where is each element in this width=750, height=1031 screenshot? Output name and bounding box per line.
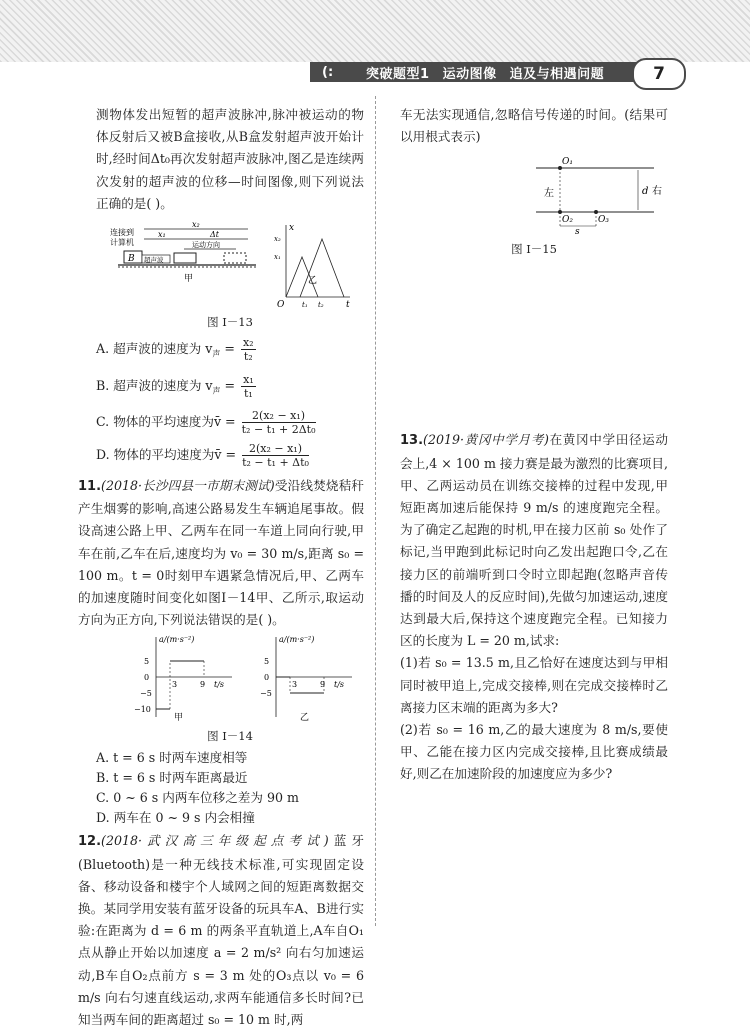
fig13-dt-label: Δt — [210, 230, 219, 240]
q11-option-c: C. 0 ~ 6 s 内两车位移之差为 90 m — [96, 790, 299, 806]
q10-intro-text: 测物体发出短暂的超声波脉冲,脉冲被运动的物体反射后又被B盒接收,从B盒发射超声波开始计时,经时间Δt₀再次发射超声波脉冲,图乙是连续两次发射的超声波的位移—时间图像,则下列说法正确的是( )。 — [96, 107, 364, 211]
fig14-jia-tick-5: 5 — [144, 657, 150, 667]
fig15-right-label: 右 — [652, 186, 662, 198]
fig13-x2-label: x₂ — [192, 221, 200, 230]
fig13-sound-label: 超声波 — [144, 256, 164, 265]
fig15-o3-label: O₃ — [598, 215, 609, 226]
fig13-axis-x-label: x — [289, 223, 295, 234]
left-column — [78, 104, 365, 1031]
q13-source: (2019·黄冈中学月考) — [423, 432, 549, 448]
fig15-s-label: s — [575, 227, 580, 235]
q12-number: 12. — [78, 834, 102, 850]
section-title: 突破题型1 运动图像 追及与相遇问题 — [366, 66, 605, 82]
fig14-yi-x9: 9 — [320, 680, 326, 690]
fig13-graph-x1: x₁ — [274, 253, 281, 262]
q12-source: (2018·武汉高三年级起点考试) — [101, 833, 329, 849]
q11-option-a: A. t = 6 s 时两车速度相等 — [96, 750, 248, 766]
fig14-yi-ylabel: a/(m·s⁻²) — [279, 635, 315, 645]
q13-text: 在黄冈中学田径运动会上,4 × 100 m 接力赛是最为激烈的比赛项目,甲、乙两运动员在训练交接棒的过程中发现,甲短距离加速后能保持 9 m/s 的速度跑完全程。为了确定乙起跑的时机,甲在接力区前 s₀ 处作了标记,当甲跑到此标记时向乙发出起跑口令,乙在接力区的前端听到口令时立即起跑(忽略声音传播的时间及人的反应时间),先做匀加速运动,速度达到最大后,保持这个速度跑完全程。已知接力区的长度为 L = 20 m,试求: — [400, 432, 669, 649]
option-c: C. 物体的平均速度为v̄ = $\frac{\text{2(x₂ − x₁)}}{\text{t₂ − t₁ + 2Δt₀}}$ — [96, 409, 316, 437]
fig15-d-label: d — [642, 186, 649, 198]
fig13-axis-t-label: t — [346, 300, 350, 308]
option-d: D. 物体的平均速度为v̄ = $\frac{\text{2(x₂ − x₁)}}{\text{t₂ − t₁ + Δt₀}}$ — [96, 442, 309, 470]
column-divider — [375, 96, 376, 926]
fig15-o2-point — [558, 210, 562, 214]
fig13-graph-x2: x₂ — [274, 235, 281, 244]
question-12 — [78, 830, 364, 1031]
right-column — [400, 104, 668, 786]
fig14-jia-x3: 3 — [172, 680, 178, 690]
q11-source: (2018·长沙四县一市期末测试) — [101, 478, 275, 494]
fig14-label-jia: 甲 — [174, 713, 184, 722]
fig14-jia-tick-m5: −5 — [140, 689, 152, 699]
option-a-fraction: $\frac{\text{x₂}}{\text{t₂}}$ — [242, 336, 254, 364]
fig13-graph-t1: t₁ — [302, 301, 308, 308]
figure-14-diagram — [96, 633, 364, 721]
page-number: 7 — [632, 58, 686, 90]
fig14-jia-x9: 9 — [200, 680, 206, 690]
figure-13 — [96, 221, 364, 330]
question-13 — [400, 429, 668, 652]
fig13-move-label: 运动方向 — [192, 241, 220, 250]
q11-option-b: B. t = 6 s 时两车距离最近 — [96, 770, 248, 786]
fig14-yi-tick-0: 0 — [264, 673, 270, 683]
fig14-yi-xlabel: t/s — [334, 680, 345, 690]
fig14-jia-ylabel: a/(m·s⁻²) — [159, 635, 195, 645]
fig13-object-later — [224, 253, 246, 263]
fig14-jia-xlabel: t/s — [214, 680, 225, 690]
fig13-x1-label: x₁ — [158, 230, 166, 240]
fig14-yi-x3: 3 — [292, 680, 298, 690]
fig13-b-label: B — [128, 254, 135, 265]
figure-15-diagram — [400, 154, 668, 234]
header-hatch-band — [0, 0, 750, 62]
q12-text: 蓝牙(Bluetooth)是一种无线技术标准,可实现固定设备、移动设备和楼宇个人域网之间的短距离数据交换。某同学用安装有蓝牙设备的玩具车A、B进行实验:在距离为 d = 6 m 的两条平直轨道上,A车自O₁点从静止开始以加速度 a = 2 m/s² 向右匀加速运动,B车自O₂点前方 s = 3 m 处的O₃点以 v₀ = 6 m/s 向右匀速直线运动,求两车能通信多长时间?已知当两车间的距离超过 s₀ = 10 m 时,两 — [78, 833, 364, 1028]
fig13-origin: O — [277, 300, 285, 308]
figure-14-caption: 图 Ⅰ－14 — [207, 729, 253, 744]
q13-part-2: (2)若 s₀ = 16 m,乙的最大速度为 8 m/s,要使甲、乙能在接力区内完成交接棒,且比赛成绩最好,则乙在加速阶段的加速度应为多少? — [400, 722, 668, 782]
q13-number: 13. — [400, 433, 424, 449]
option-c-fraction: $\frac{\text{2(x₂ − x₁)}}{\text{t₂ − t₁ + 2Δt₀}}$ — [241, 409, 316, 437]
header-mark: (: — [322, 64, 334, 80]
fig14-yi-tick-m5: −5 — [260, 689, 272, 699]
fig13-object — [174, 253, 196, 263]
option-b-fraction: $\frac{\text{x₁}}{\text{t₁}}$ — [243, 372, 254, 400]
fig13-label-jia: 甲 — [184, 274, 194, 285]
fig14-jia-tick-m10: −10 — [134, 705, 151, 715]
q10-options — [96, 336, 364, 469]
fig15-o1-label: O₁ — [562, 157, 573, 168]
q11-text: 受沿线焚烧秸秆产生烟雾的影响,高速公路易发生车辆追尾事故。假设高速公路上甲、乙两车在同一车道上同向行驶,甲车在前,乙车在后,速度均为 v₀ = 30 m/s,距离 s₀ = 100 m。t = 0时刻甲车遇紧急情况后,甲、乙两车的加速度随时间变化如图Ⅰ－14甲、乙所示,取运动方向为正方向,下列说法错误的是( )。 — [78, 478, 365, 628]
q12-continuation: 车无法实现通信,忽略信号传递的时间。(结果可以用根式表示) — [400, 107, 668, 145]
q13-part-1: (1)若 s₀ = 13.5 m,且乙恰好在速度达到与甲相同时被甲追上,完成交接棒,则在完成交接棒时乙离接力区末端的距离为多大? — [400, 655, 668, 715]
q11-number: 11. — [78, 479, 102, 495]
fig14-label-yi: 乙 — [300, 713, 310, 722]
figure-13-diagram — [96, 221, 364, 307]
question-11 — [78, 475, 364, 631]
section-header-bar — [310, 62, 680, 82]
figure-15-caption: 图 Ⅰ－15 — [511, 242, 557, 257]
option-a: A. 超声波的速度为 $v_声$ = $\frac{\text{x₂}}{\text{t₂}}$ — [96, 336, 254, 364]
fig15-o3-point — [594, 210, 598, 214]
fig13-box-label-2: 计算机 — [110, 238, 134, 248]
fig14-yi-tick-5: 5 — [264, 657, 270, 667]
fig15-o2-label: O₂ — [562, 215, 573, 226]
fig13-label-yi: 乙 — [308, 276, 318, 287]
fig13-graph-t2: t₂ — [318, 301, 324, 308]
option-d-fraction: $\frac{\text{2(x₂ − x₁)}}{\text{t₂ − t₁ + Δt₀}}$ — [242, 442, 309, 470]
fig14-jia-tick-0: 0 — [144, 673, 150, 683]
figure-13-caption: 图 Ⅰ－13 — [207, 315, 253, 330]
fig15-left-label: 左 — [544, 188, 554, 200]
q11-option-d: D. 两车在 0 ~ 9 s 内会相撞 — [96, 810, 255, 826]
fig13-box-label-1: 连接到 — [110, 228, 134, 238]
option-b: B. 超声波的速度为 $v_声$ = $\frac{\text{x₁}}{\text{t₁}}$ — [96, 372, 254, 400]
